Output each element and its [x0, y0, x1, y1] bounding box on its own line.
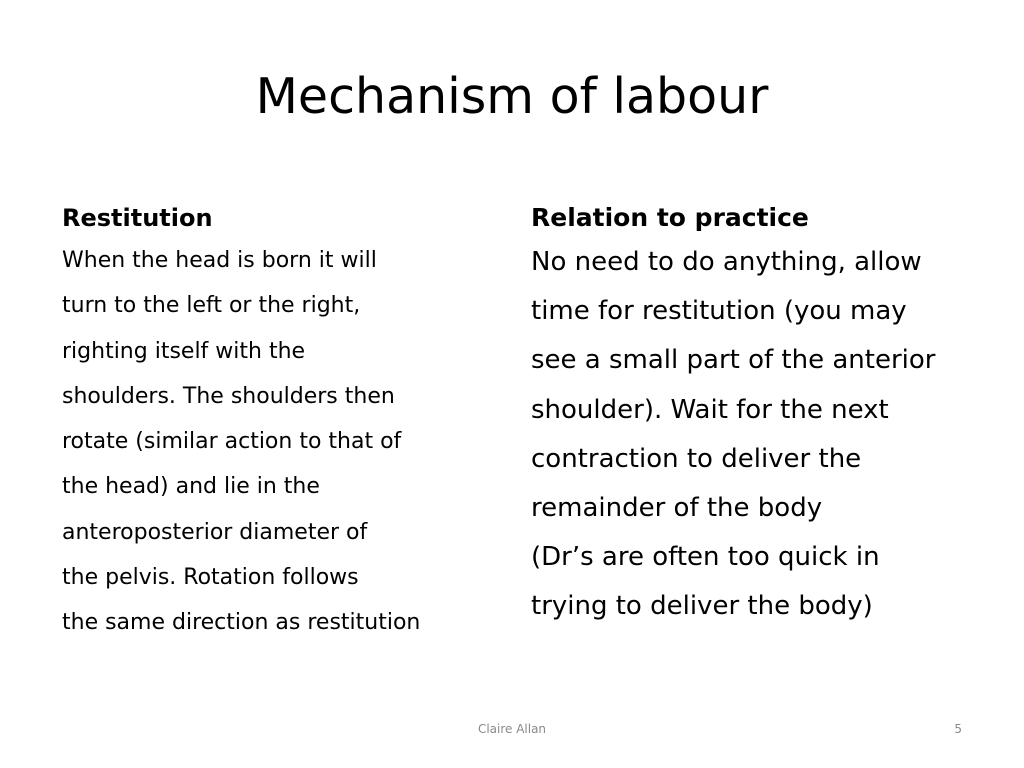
- right-text-line: remainder of the body: [531, 493, 823, 524]
- right-text-line: trying to deliver the body): [531, 591, 873, 622]
- right-column: [531, 200, 991, 632]
- right-text-line: (Dr’s are often too quick in: [531, 542, 880, 573]
- left-text-line: the head) and lie in the: [62, 474, 320, 500]
- left-text-line: rotate (similar action to that of: [62, 429, 402, 455]
- left-text-line: anteroposterior diameter of: [62, 519, 368, 545]
- right-text-line: see a small part of the anterior: [531, 345, 936, 376]
- right-column-heading: Relation to practice: [531, 203, 809, 232]
- right-column-text: [531, 238, 991, 632]
- left-column: [62, 200, 492, 646]
- slide-title: Mechanism of labour: [255, 68, 769, 125]
- left-text-line: shoulders. The shoulders then: [62, 383, 395, 409]
- left-text-line: When the head is born it will: [62, 248, 377, 273]
- page-number: 5: [954, 722, 962, 736]
- left-text-line: the same direction as restitution: [62, 610, 421, 636]
- left-text-line: turn to the left or the right,: [62, 293, 361, 319]
- right-text-line: No need to do anything, allow: [531, 247, 922, 277]
- left-text-line: the pelvis. Rotation follows: [62, 565, 359, 591]
- right-text-line: contraction to deliver the: [531, 443, 862, 474]
- left-column-text: [62, 238, 492, 646]
- footer-author: Claire Allan: [477, 722, 547, 736]
- right-text-line: shoulder). Wait for the next: [531, 394, 889, 425]
- left-text-line: righting itself with the: [62, 338, 306, 364]
- right-text-line: time for restitution (you may: [531, 296, 907, 327]
- left-column-heading: Restitution: [62, 204, 213, 232]
